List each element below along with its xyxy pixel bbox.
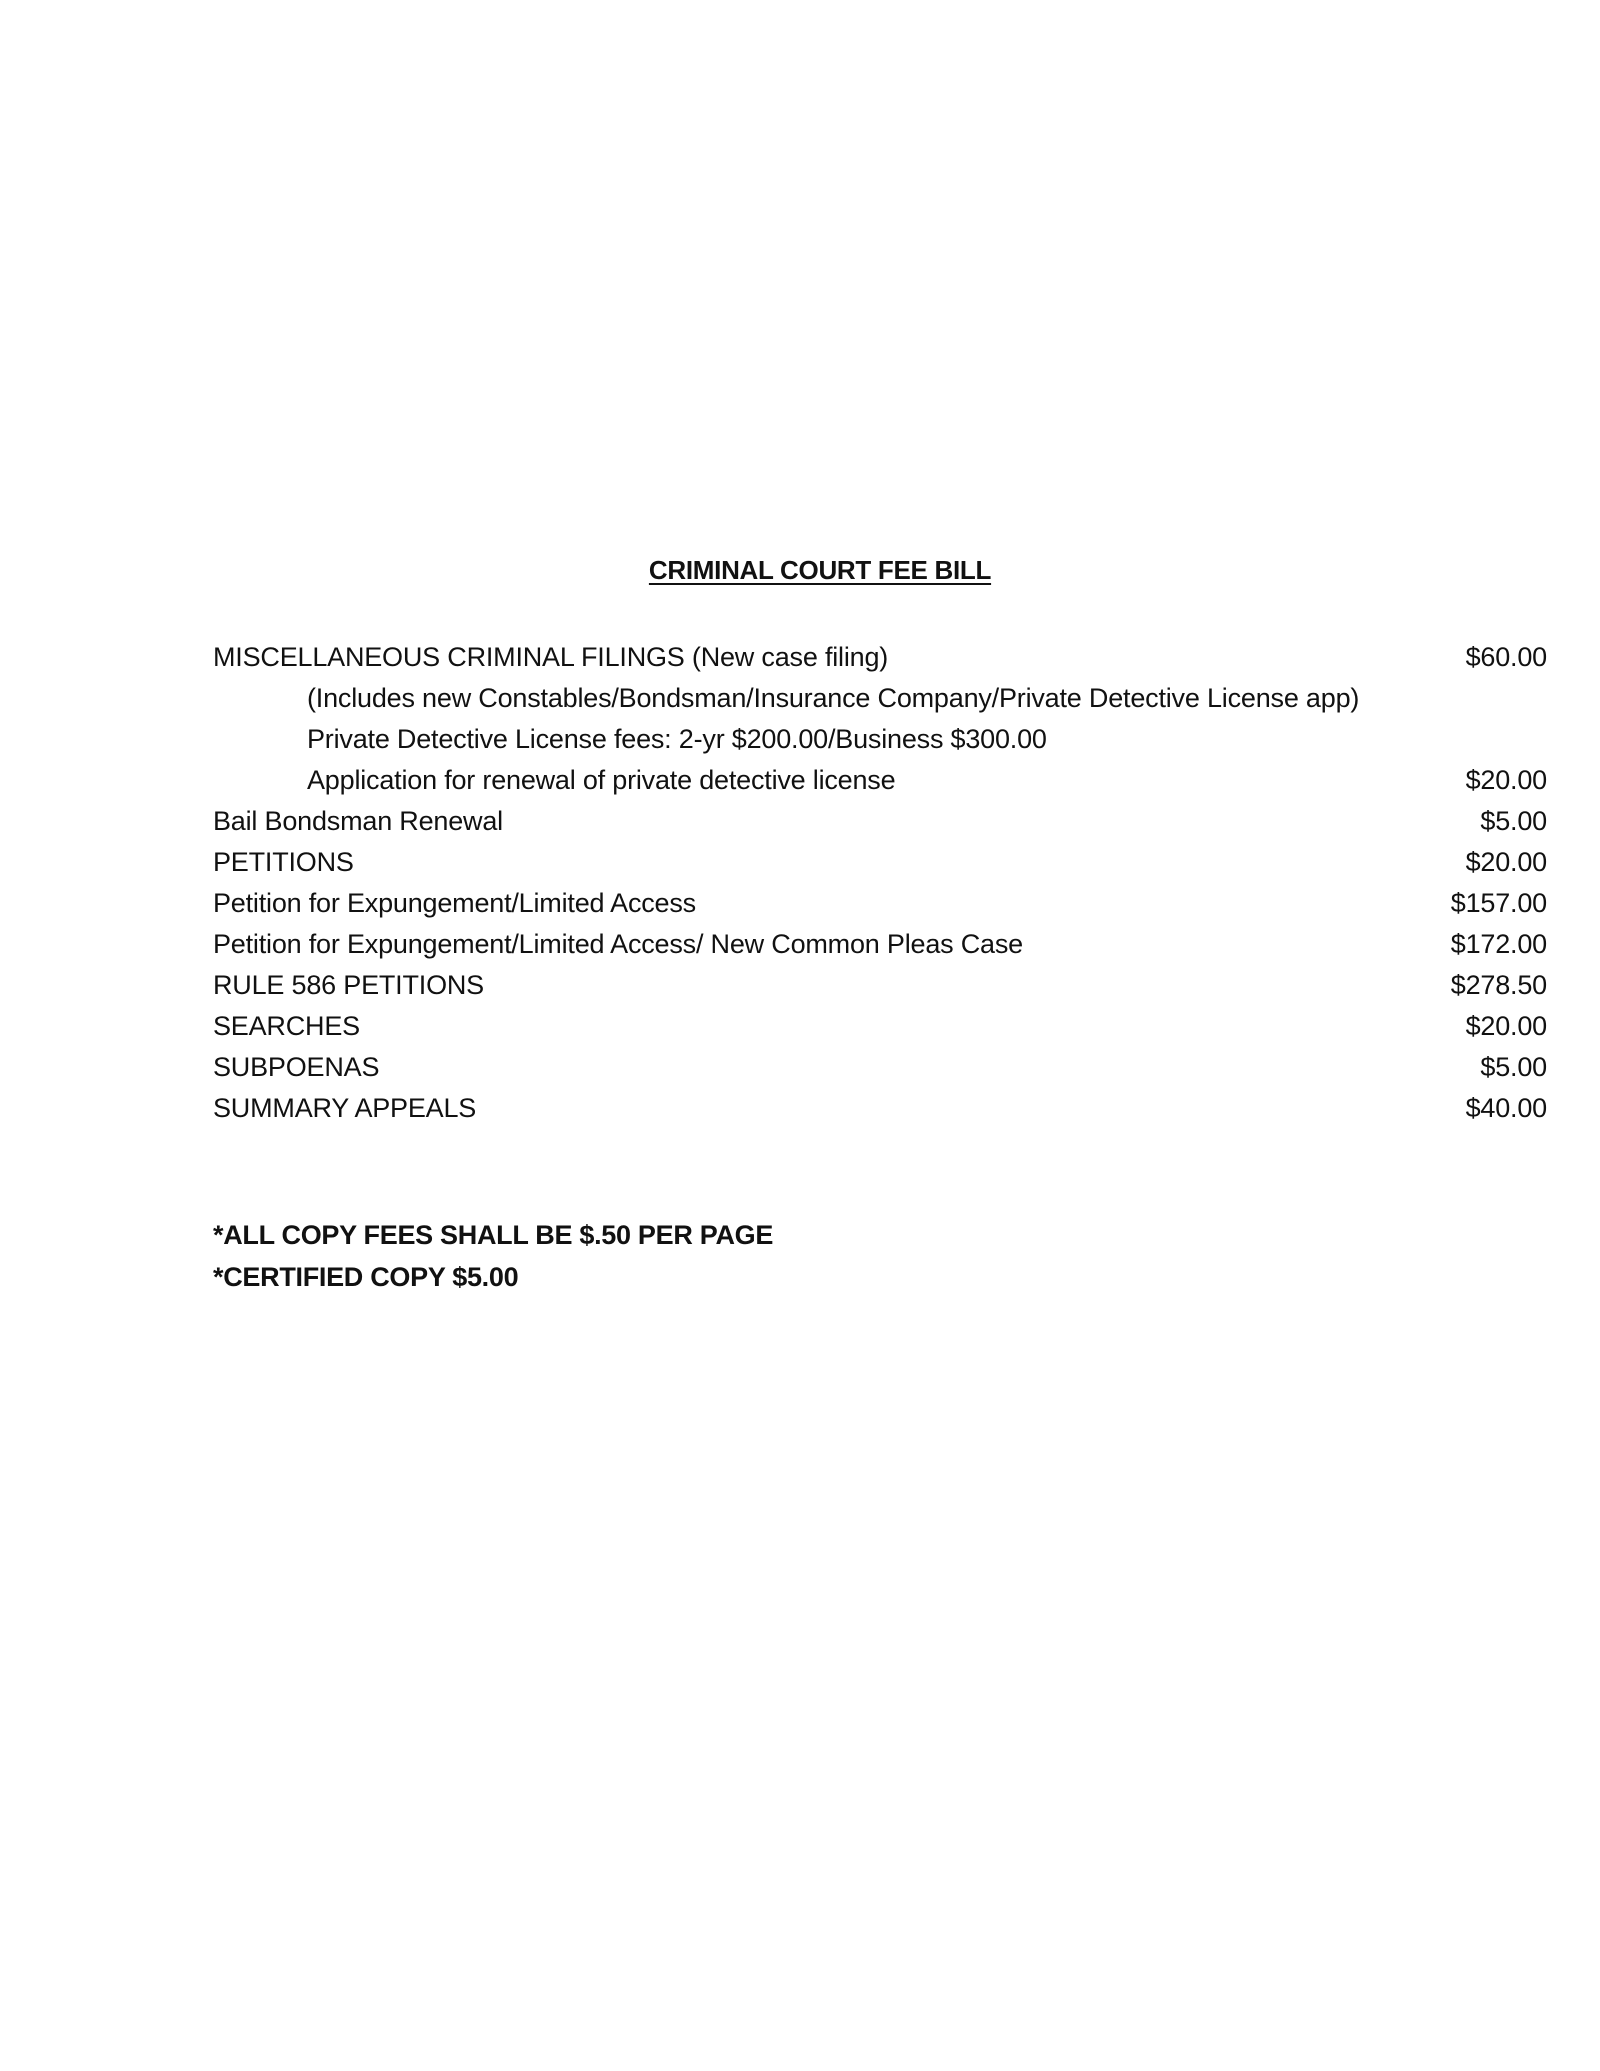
fee-amount: $40.00	[1465, 1093, 1547, 1123]
fee-label: Petition for Expungement/Limited Access	[213, 888, 696, 918]
fee-amount: $172.00	[1450, 929, 1547, 959]
fee-row	[213, 1088, 1573, 1129]
copy-fee-note: *ALL COPY FEES SHALL BE $.50 PER PAGE	[213, 1220, 774, 1250]
fee-label: Private Detective License fees: 2-yr $200.00/Business $300.00	[307, 724, 1047, 754]
fee-amount: $20.00	[1465, 765, 1547, 795]
fee-label: Bail Bondsman Renewal	[213, 806, 503, 836]
fee-label: MISCELLANEOUS CRIMINAL FILINGS (New case filing)	[213, 642, 889, 672]
fee-row	[213, 637, 1573, 678]
fee-row	[213, 678, 1573, 719]
fee-list	[213, 637, 1573, 1129]
fee-label: Application for renewal of private detective license	[307, 765, 896, 795]
fee-row	[213, 719, 1573, 760]
fee-row	[213, 1047, 1573, 1088]
fee-row	[213, 842, 1573, 883]
fee-row	[213, 801, 1573, 842]
fee-row	[213, 965, 1573, 1006]
fee-row	[213, 760, 1573, 801]
fee-label: RULE 586 PETITIONS	[213, 970, 484, 1000]
fee-row	[213, 924, 1573, 965]
fee-label: SEARCHES	[213, 1011, 360, 1041]
fee-amount: $5.00	[1480, 1052, 1547, 1082]
fee-amount: $5.00	[1480, 806, 1547, 836]
fee-amount: $60.00	[1465, 642, 1547, 672]
fee-row	[213, 883, 1573, 924]
fee-label: Petition for Expungement/Limited Access/ New Common Pleas Case	[213, 929, 1023, 959]
fee-label: (Includes new Constables/Bondsman/Insurance Company/Private Detective License app)	[307, 683, 1360, 713]
fee-amount: $278.50	[1450, 970, 1547, 1000]
document-title: CRIMINAL COURT FEE BILL	[648, 555, 992, 585]
fee-label: SUMMARY APPEALS	[213, 1093, 477, 1123]
fee-label: SUBPOENAS	[213, 1052, 380, 1082]
fee-amount: $20.00	[1465, 847, 1547, 877]
copy-fee-notes	[213, 1214, 773, 1298]
fee-row	[213, 1006, 1573, 1047]
fee-amount: $20.00	[1465, 1011, 1547, 1041]
certified-copy-note: *CERTIFIED COPY $5.00	[213, 1262, 519, 1292]
fee-label: PETITIONS	[213, 847, 354, 877]
fee-amount: $157.00	[1450, 888, 1547, 918]
